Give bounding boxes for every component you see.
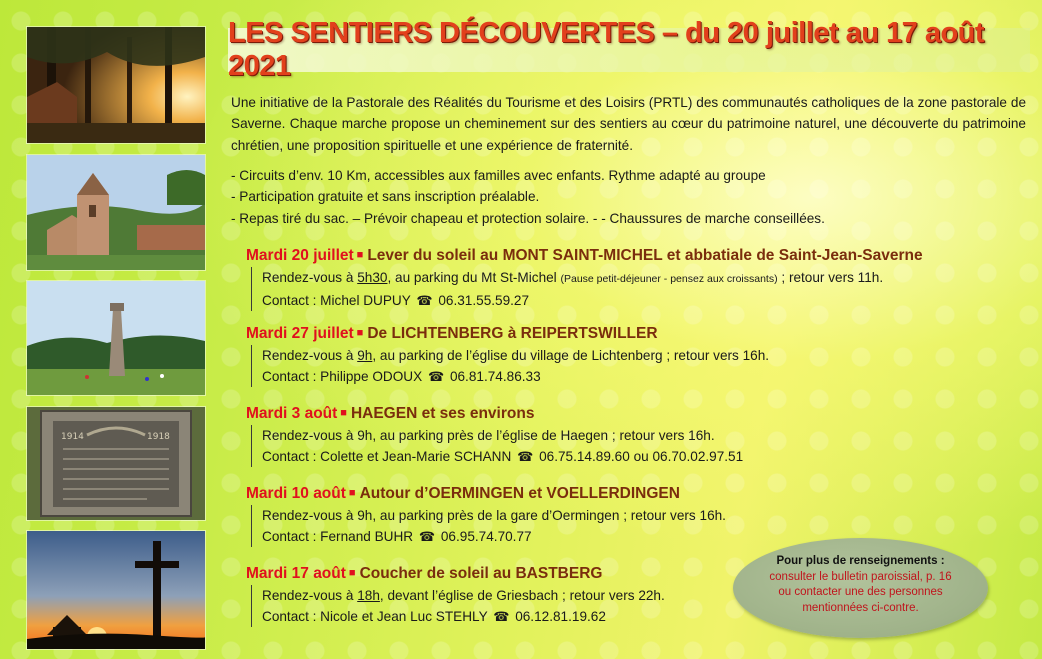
event-date: Mardi 27 juillet <box>246 325 354 342</box>
event-time: 18h <box>357 588 380 603</box>
event-date: Mardi 17 août <box>246 565 346 582</box>
square-bullet-icon: ■ <box>356 327 364 339</box>
event-rendezvous: Rendez-vous à 9h, au parking près de la gare d’Oermingen ; retour vers 16h. <box>262 508 726 523</box>
event-details <box>251 345 1036 387</box>
plaque-year-left: 1914 <box>61 432 84 442</box>
event-contact: Contact : Philippe ODOUX ☎ 06.81.74.86.33 <box>262 369 541 384</box>
event-date: Mardi 10 août <box>246 485 346 502</box>
phone-icon: ☎ <box>418 529 436 544</box>
contact-phone: 06.95.74.70.77 <box>440 529 532 544</box>
phone-icon: ☎ <box>416 293 433 308</box>
bullet-repas: - Repas tiré du sac. – Prévoir chapeau et protection solaire. - - Chaussures de marche conseillées. <box>231 210 825 226</box>
event-details <box>251 267 1036 311</box>
info-line: ou contacter une des personnes <box>778 586 943 598</box>
square-bullet-icon: ■ <box>356 249 364 261</box>
phone-icon: ☎ <box>493 609 510 624</box>
event-rendezvous: Rendez-vous à 9h, au parking près de l’église de Haegen ; retour vers 16h. <box>262 428 715 443</box>
photo-forest-chapel <box>26 26 206 144</box>
square-bullet-icon: ■ <box>348 567 356 579</box>
event-time: 9h <box>357 348 373 363</box>
event-heading <box>246 402 1036 425</box>
photo-observation-tower <box>26 280 206 396</box>
square-bullet-icon: ■ <box>340 407 347 419</box>
phone-icon: ☎ <box>427 369 445 384</box>
bullet-circuits: - Circuits d’env. 10 Km, accessibles aux familles avec enfants. Rythme adapté au groupe <box>231 168 766 183</box>
contact-phone: 06.31.55.59.27 <box>438 293 530 308</box>
event-title: De LICHTENBERG à REIPERTSWILLER <box>367 325 658 342</box>
event-details <box>251 425 1036 467</box>
event-heading <box>246 244 1036 267</box>
phone-icon: ☎ <box>517 449 534 464</box>
photo-sunset-cross <box>26 530 206 650</box>
event-title: Coucher de soleil au BASTBERG <box>359 565 603 582</box>
contact-phone: 06.12.81.19.62 <box>515 609 606 624</box>
event-date: Mardi 3 août <box>246 405 338 422</box>
event-contact: Contact : Colette et Jean-Marie SCHANN ☎ 06.75.14.89.60 ou 06.70.02.97.51 <box>262 449 744 464</box>
event-title: Lever du soleil au MONT SAINT-MICHEL et abbatiale de Saint-Jean-Saverne <box>367 247 923 264</box>
info-title: Pour plus de renseignements : <box>776 555 945 567</box>
event-rendezvous: Rendez-vous à 9h, au parking de l’église du village de Lichtenberg ; retour vers 16h. <box>262 348 770 363</box>
plaque-year-right: 1918 <box>147 432 170 442</box>
event-rendezvous: Rendez-vous à 5h30, au parking du Mt St-Michel (Pause petit-déjeuner - pensez aux croissants) ; retour vers 11h. <box>262 270 884 285</box>
event-item <box>246 482 1036 547</box>
title-banner <box>228 17 1030 82</box>
info-bullets <box>231 165 1026 229</box>
event-title: HAEGEN et ses environs <box>350 405 535 422</box>
square-bullet-icon: ■ <box>348 487 356 499</box>
event-item <box>246 402 1036 467</box>
event-date: Mardi 20 juillet <box>246 247 354 264</box>
bullet-participation: - Participation gratuite et sans inscription préalable. <box>231 189 540 205</box>
event-title: Autour d’OERMINGEN et VOELLERDINGEN <box>359 485 680 502</box>
event-contact: Contact : Michel DUPUY ☎ 06.31.55.59.27 <box>262 293 530 308</box>
event-details <box>251 505 1036 547</box>
contact-phone: 06.81.74.86.33 <box>449 369 541 384</box>
event-note: (Pause petit-déjeuner - pensez aux croissants) <box>560 273 778 285</box>
event-contact: Contact : Nicole et Jean Luc STEHLY ☎ 06.12.81.19.62 <box>262 609 606 624</box>
event-heading <box>246 482 1036 505</box>
info-line: consulter le bulletin paroissial, p. 16 <box>769 570 952 583</box>
event-rendezvous: Rendez-vous à 18h, devant l’église de Griesbach ; retour vers 22h. <box>262 588 665 603</box>
event-heading <box>246 322 1036 345</box>
event-time: 5h30 <box>357 270 388 285</box>
info-line: mentionnées ci-contre. <box>802 601 919 614</box>
contact-phone: 06.75.14.89.60 ou 06.70.02.97.51 <box>539 449 744 464</box>
event-item <box>246 322 1036 387</box>
info-callout <box>733 538 988 638</box>
event-contact: Contact : Fernand BUHR ☎ 06.95.74.70.77 <box>262 529 532 544</box>
photo-abbey-church <box>26 154 206 271</box>
photo-memorial-plaque <box>26 406 206 521</box>
page-title: LES SENTIERS DÉCOUVERTES – du 20 juillet au 17 août 2021 <box>228 17 985 82</box>
intro-paragraph: Une initiative de la Pastorale des Réalités du Tourisme et des Loisirs (PRTL) des communautés catholiques de la zone pastorale de Saverne. Chaque marche propose un cheminement sur des sentiers au cœur du patrimoine naturel, une découverte du patrimoine chrétien, une proposition spirituelle et une expérience de fraternité. <box>231 95 1026 153</box>
event-item <box>246 244 1036 311</box>
